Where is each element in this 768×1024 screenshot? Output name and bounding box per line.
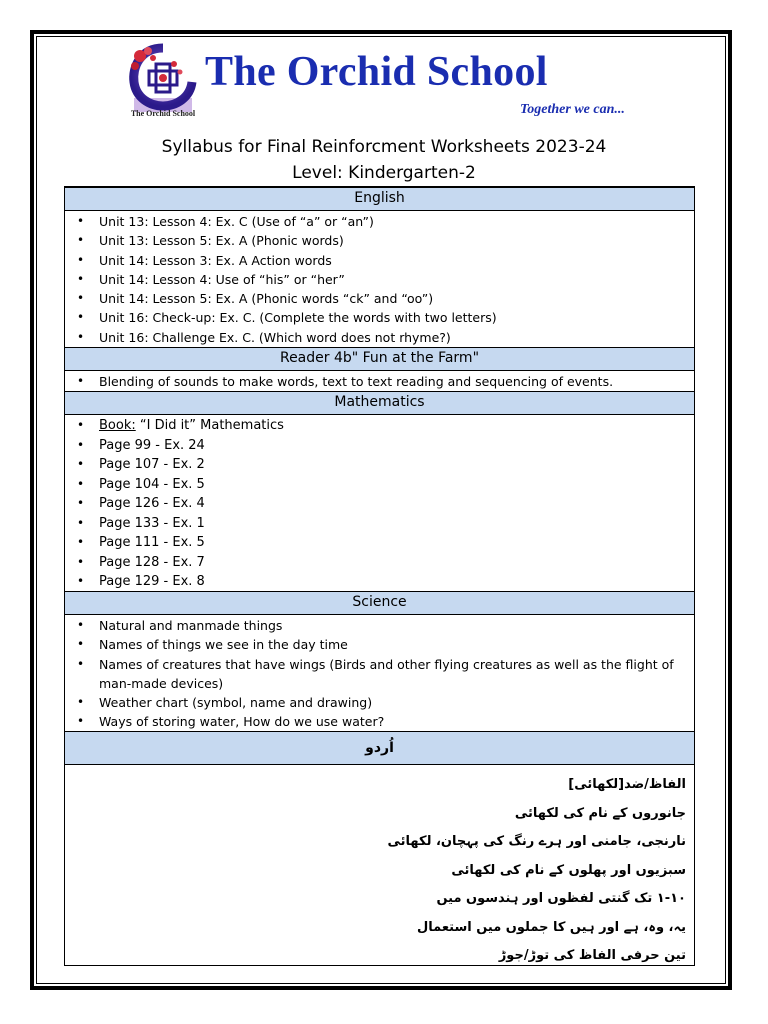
section-heading: Reader 4b" Fun at the Farm" xyxy=(279,350,480,366)
urdu-line: نارنجی، جامنی اور ہرے رنگ کی پہچان، لکھائی xyxy=(387,834,686,849)
list-item: • Page 126 - Ex. 4 xyxy=(99,494,694,514)
section-header-science xyxy=(65,591,694,615)
list-item: • Unit 13: Lesson 5: Ex. A (Phonic words) xyxy=(99,231,694,250)
section-heading: English xyxy=(354,190,405,206)
urdu-line: سبزیوں اور پھلوں کے نام کی لکھائی xyxy=(451,862,686,878)
book-label: Book: xyxy=(99,418,136,433)
section-heading: Science xyxy=(352,594,407,610)
list-item: • Unit 16: Check-up: Ex. C. (Complete the words with two letters) xyxy=(99,308,694,327)
document-title: Syllabus for Final Reinforcment Worksheets 2023-24 xyxy=(161,137,607,157)
urdu-line: یہ، وہ، ہے اور ہیں کا جملوں میں استعمال xyxy=(416,919,686,935)
logo-caption: The Orchid School xyxy=(130,109,196,118)
book-line xyxy=(99,416,694,436)
list-item: • Page 111 - Ex. 5 xyxy=(99,533,694,553)
syllabus-table xyxy=(64,186,695,966)
list-item: • Unit 13: Lesson 4: Ex. C (Use of “a” or “an”) xyxy=(99,212,694,231)
list-item: • Page 107 - Ex. 2 xyxy=(99,455,694,475)
list-item: • Weather chart (symbol, name and drawing) xyxy=(99,693,694,712)
school-name: The Orchid School xyxy=(205,49,548,95)
section-header-english xyxy=(65,187,694,211)
book-title: “I Did it” Mathematics xyxy=(135,418,284,433)
list-item: • Unit 14: Lesson 5: Ex. A (Phonic words “ck” and “oo”) xyxy=(99,289,694,308)
section-header-mathematics xyxy=(65,391,694,415)
list-item: • Unit 16: Challenge Ex. C. (Which word does not rhyme?) xyxy=(99,328,694,347)
section-body-mathematics xyxy=(65,415,694,591)
urdu-line: ۱-۱۰ تک گنتی لفظوں اور ہندسوں میں xyxy=(436,891,686,906)
list-item: • Page 133 - Ex. 1 xyxy=(99,514,694,534)
urdu-line: الفاظ/ضد[لکھائی] xyxy=(568,777,686,792)
section-body-science xyxy=(65,615,694,731)
urdu-line: جانوروں کے نام کی لکھائی xyxy=(514,805,686,821)
list-item: • Unit 14: Lesson 3: Ex. A Action words xyxy=(99,251,694,270)
list-item: • Page 99 - Ex. 24 xyxy=(99,436,694,456)
list-item: • Page 128 - Ex. 7 xyxy=(99,553,694,573)
list-item: • Page 104 - Ex. 5 xyxy=(99,475,694,495)
section-body-urdu xyxy=(65,765,694,965)
list-item: • Names of creatures that have wings (Birds and other flying creatures as well as the flight of man-made devices) xyxy=(99,655,694,694)
section-heading: Mathematics xyxy=(334,394,425,410)
list-item: • Ways of storing water, How do we use water? xyxy=(99,712,694,731)
urdu-line: تین حرفی الفاظ کی توڑ/جوڑ xyxy=(498,948,686,963)
section-header-urdu xyxy=(65,731,694,765)
document-level: Level: Kindergarten-2 xyxy=(292,163,476,183)
section-body-reader xyxy=(65,371,694,393)
list-item: • Unit 14: Lesson 4: Use of “his” or “her” xyxy=(99,270,694,289)
urdu-lines xyxy=(86,771,686,971)
section-heading: اُردو xyxy=(365,740,394,756)
section-body-english xyxy=(65,211,694,347)
list-item: • Page 129 - Ex. 8 xyxy=(99,572,694,592)
school-motto: Together we can... xyxy=(520,102,625,117)
list-item: • Names of things we see in the day time xyxy=(99,635,694,654)
list-item: • Blending of sounds to make words, text to text reading and sequencing of events. xyxy=(99,372,694,391)
list-item: • Natural and manmade things xyxy=(99,616,694,635)
section-header-reader xyxy=(65,347,694,371)
